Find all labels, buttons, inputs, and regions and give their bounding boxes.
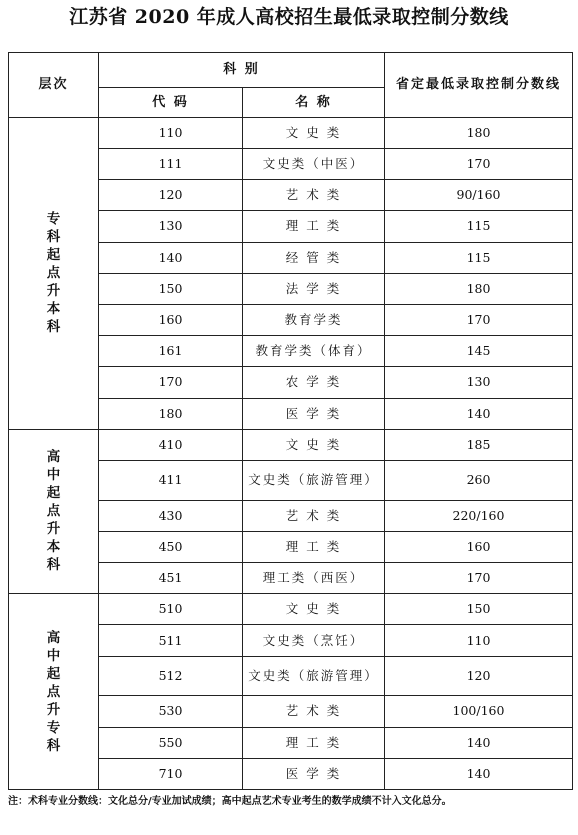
level-cell	[9, 429, 99, 593]
name-cell: 理 工 类	[243, 727, 385, 758]
code-cell: 411	[99, 460, 243, 500]
header-level: 层次	[9, 53, 99, 118]
score-cell: 100/160	[385, 696, 573, 727]
code-cell: 130	[99, 211, 243, 242]
header-code: 代 码	[99, 88, 243, 117]
score-cell: 170	[385, 304, 573, 335]
header-score: 省定最低录取控制分数线	[385, 53, 573, 118]
code-cell: 170	[99, 367, 243, 398]
page-title: 江苏省 2020 年成人高校招生最低录取控制分数线	[69, 6, 509, 28]
name-cell: 文史类（烹饪）	[243, 625, 385, 656]
code-cell: 110	[99, 117, 243, 148]
code-cell: 161	[99, 336, 243, 367]
code-cell: 511	[99, 625, 243, 656]
score-cell: 110	[385, 625, 573, 656]
score-cell: 180	[385, 273, 573, 304]
score-cell: 130	[385, 367, 573, 398]
score-cell: 170	[385, 563, 573, 594]
level-cell	[9, 117, 99, 429]
name-cell: 理 工 类	[243, 531, 385, 562]
table-row	[9, 594, 573, 625]
score-cell: 170	[385, 148, 573, 179]
score-cell: 260	[385, 460, 573, 500]
code-cell: 150	[99, 273, 243, 304]
level-label: 高中起点升本科	[46, 449, 61, 574]
score-cell: 120	[385, 656, 573, 696]
code-cell: 410	[99, 429, 243, 460]
name-cell: 法 学 类	[243, 273, 385, 304]
footnote: 注：术科专业分数线：文化总分/专业加试成绩；高中起点艺术专业考生的数学成绩不计入文化总分。	[8, 796, 452, 807]
name-cell: 教育学类（体育）	[243, 336, 385, 367]
code-cell: 120	[99, 180, 243, 211]
score-cell: 220/160	[385, 500, 573, 531]
name-cell: 理 工 类	[243, 211, 385, 242]
name-cell: 文史类（旅游管理）	[243, 460, 385, 500]
table-row	[9, 429, 573, 460]
name-cell: 艺 术 类	[243, 696, 385, 727]
header-category: 科 别	[99, 53, 385, 88]
code-cell: 530	[99, 696, 243, 727]
code-cell: 160	[99, 304, 243, 335]
code-cell: 451	[99, 563, 243, 594]
name-cell: 文 史 类	[243, 594, 385, 625]
code-cell: 450	[99, 531, 243, 562]
code-cell: 550	[99, 727, 243, 758]
score-cell: 150	[385, 594, 573, 625]
score-cell: 115	[385, 242, 573, 273]
name-cell: 艺 术 类	[243, 180, 385, 211]
code-cell: 180	[99, 398, 243, 429]
name-cell: 文 史 类	[243, 429, 385, 460]
name-cell: 经 管 类	[243, 242, 385, 273]
score-cell: 140	[385, 727, 573, 758]
header-name: 名 称	[243, 88, 385, 117]
level-label: 高中起点升专科	[46, 629, 61, 754]
name-cell: 文史类（中医）	[243, 148, 385, 179]
code-cell: 111	[99, 148, 243, 179]
name-cell: 文史类（旅游管理）	[243, 656, 385, 696]
code-cell: 510	[99, 594, 243, 625]
header-row	[9, 53, 573, 88]
name-cell: 文 史 类	[243, 117, 385, 148]
name-cell: 理工类（西医）	[243, 563, 385, 594]
code-cell: 430	[99, 500, 243, 531]
level-cell	[9, 594, 99, 790]
score-table	[8, 52, 573, 790]
score-cell: 160	[385, 531, 573, 562]
score-cell: 90/160	[385, 180, 573, 211]
name-cell: 农 学 类	[243, 367, 385, 398]
name-cell: 医 学 类	[243, 758, 385, 789]
code-cell: 140	[99, 242, 243, 273]
name-cell: 教育学类	[243, 304, 385, 335]
code-cell: 512	[99, 656, 243, 696]
level-label: 专科起点升本科	[46, 211, 61, 336]
score-cell: 180	[385, 117, 573, 148]
score-cell: 140	[385, 758, 573, 789]
name-cell: 艺 术 类	[243, 500, 385, 531]
code-cell: 710	[99, 758, 243, 789]
score-cell: 140	[385, 398, 573, 429]
score-cell: 145	[385, 336, 573, 367]
name-cell: 医 学 类	[243, 398, 385, 429]
table-row	[9, 117, 573, 148]
score-cell: 185	[385, 429, 573, 460]
score-cell: 115	[385, 211, 573, 242]
